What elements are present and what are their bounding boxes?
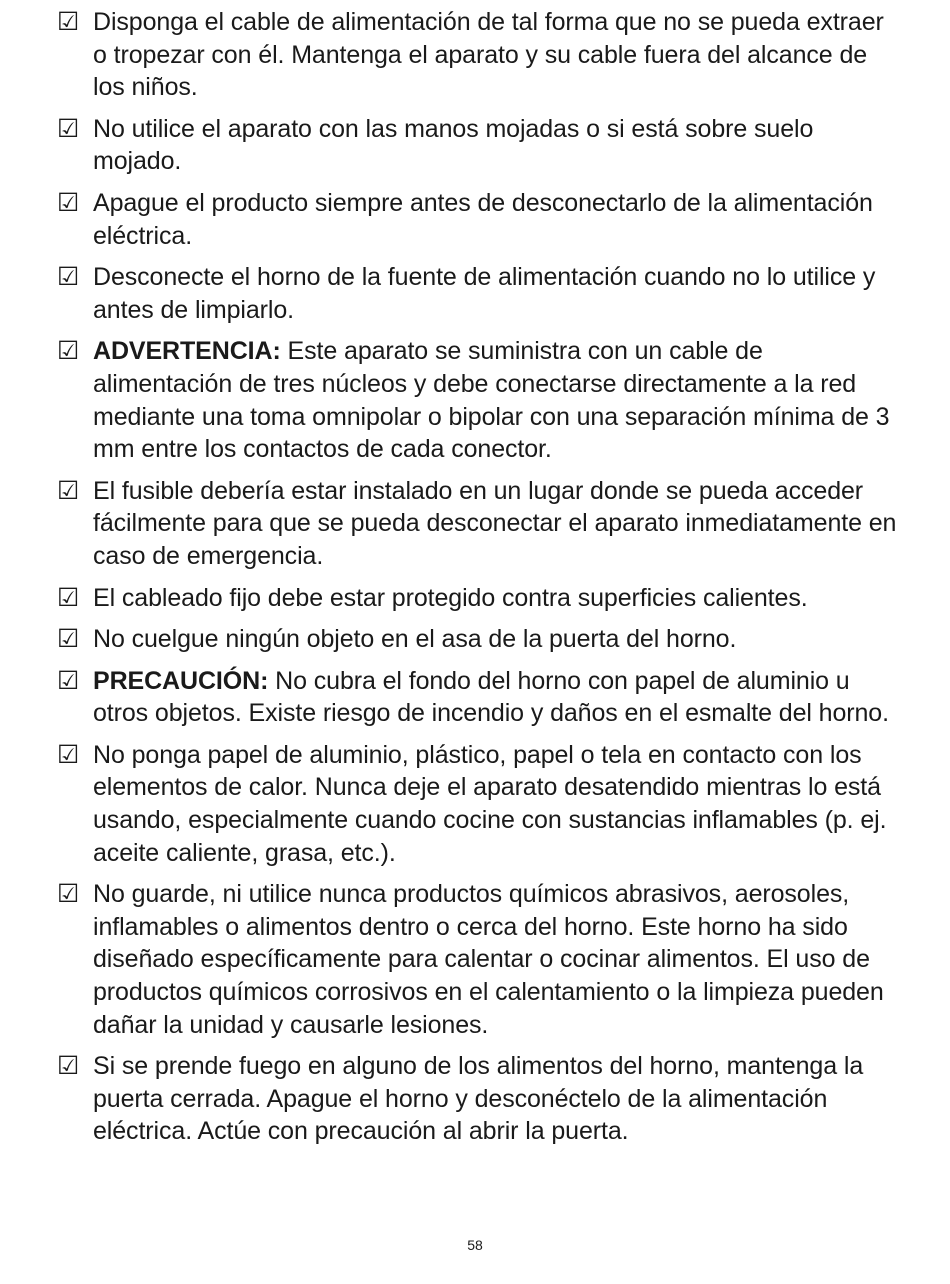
checkbox-checked-icon: ☑ (57, 1051, 80, 1081)
checkbox-checked-icon: ☑ (57, 879, 80, 909)
list-item-body: Apague el producto siempre antes de desconectarlo de la alimentación eléctrica. (93, 188, 873, 250)
list-item-text (93, 739, 902, 869)
list-item-text (93, 623, 902, 656)
list-item-text (93, 113, 902, 178)
list-item-body: No utilice el aparato con las manos mojadas o si está sobre suelo mojado. (93, 114, 814, 176)
caution-label: PRECAUCIÓN: (93, 666, 269, 695)
list-item (57, 335, 902, 465)
list-item-body: Desconecte el horno de la fuente de alimentación cuando no lo utilice y antes de limpiarlo. (93, 263, 876, 324)
list-item (57, 878, 902, 1041)
list-item (57, 187, 902, 252)
list-item-body: No ponga papel de aluminio, plástico, papel o tela en contacto con los elementos de calor. Nunca deje el aparato desatendido mientras lo está usando, especialmente cuando cocine con sustancias inflamables (p. ej. aceite caliente, grasa, etc.). (93, 740, 887, 867)
checkbox-checked-icon: ☑ (57, 262, 80, 292)
list-item-body: El fusible debería estar instalado en un lugar donde se pueda acceder fácilmente para que se pueda desconectar el aparato inmediatamente en caso de emergencia. (93, 476, 897, 570)
checkbox-checked-icon: ☑ (57, 665, 80, 695)
list-item-body: Disponga el cable de alimentación de tal forma que no se pueda extraer o tropezar con él. Mantenga el aparato y su cable fuera del alcance de los niños. (93, 8, 884, 102)
list-item (57, 739, 902, 869)
list-item-text (93, 582, 902, 615)
list-item (57, 623, 902, 656)
list-item-text (93, 261, 902, 326)
list-item-text (93, 665, 902, 730)
checkbox-checked-icon: ☑ (57, 7, 80, 36)
list-item-body: El cableado fijo debe estar protegido contra superficies calientes. (93, 583, 808, 612)
list-item-body: No cubra el fondo del horno con papel de aluminio u otros objetos. Existe riesgo de incendio y daños en el esmalte del horno. (93, 666, 889, 728)
list-item-text (93, 335, 902, 465)
list-item (57, 1050, 902, 1148)
safety-instructions-list (57, 6, 902, 1157)
list-item (57, 475, 902, 573)
list-item-text (93, 187, 902, 252)
list-item-body: Este aparato se suministra con un cable de alimentación de tres núcleos y debe conectarse directamente a la red mediante una toma omnipolar o bipolar con una separación mínima de 3 mm entre los contactos de cada conector. (93, 337, 890, 464)
list-item-text (93, 6, 902, 104)
list-item (57, 113, 902, 178)
checkbox-checked-icon: ☑ (57, 336, 80, 366)
list-item (57, 665, 902, 730)
page-number: 58 (467, 1237, 483, 1253)
list-item-body: No cuelgue ningún objeto en el asa de la puerta del horno. (93, 625, 737, 654)
checkbox-checked-icon: ☑ (57, 739, 80, 769)
warning-label: ADVERTENCIA: (93, 337, 281, 366)
list-item (57, 261, 902, 326)
checkbox-checked-icon: ☑ (57, 113, 80, 143)
list-item (57, 582, 902, 615)
checkbox-checked-icon: ☑ (57, 187, 80, 217)
list-item-body: No guarde, ni utilice nunca productos químicos abrasivos, aerosoles, inflamables o alimentos dentro o cerca del horno. Este horno ha sido diseñado específicamente para calentar o cocinar alimentos. El uso de productos químicos corrosivos en el calentamiento o la limpieza pueden dañar la unidad y causarle lesiones. (93, 880, 884, 1039)
list-item-text (93, 878, 902, 1041)
checkbox-checked-icon: ☑ (57, 624, 80, 654)
list-item (57, 6, 902, 104)
list-item-body: Si se prende fuego en alguno de los alimentos del horno, mantenga la puerta cerrada. Apague el horno y desconéctelo de la alimentación eléctrica. Actúe con precaución al abrir la puerta. (93, 1052, 864, 1146)
checkbox-checked-icon: ☑ (57, 582, 80, 612)
list-item-text (93, 475, 902, 573)
checkbox-checked-icon: ☑ (57, 475, 80, 505)
list-item-text (93, 1050, 902, 1148)
